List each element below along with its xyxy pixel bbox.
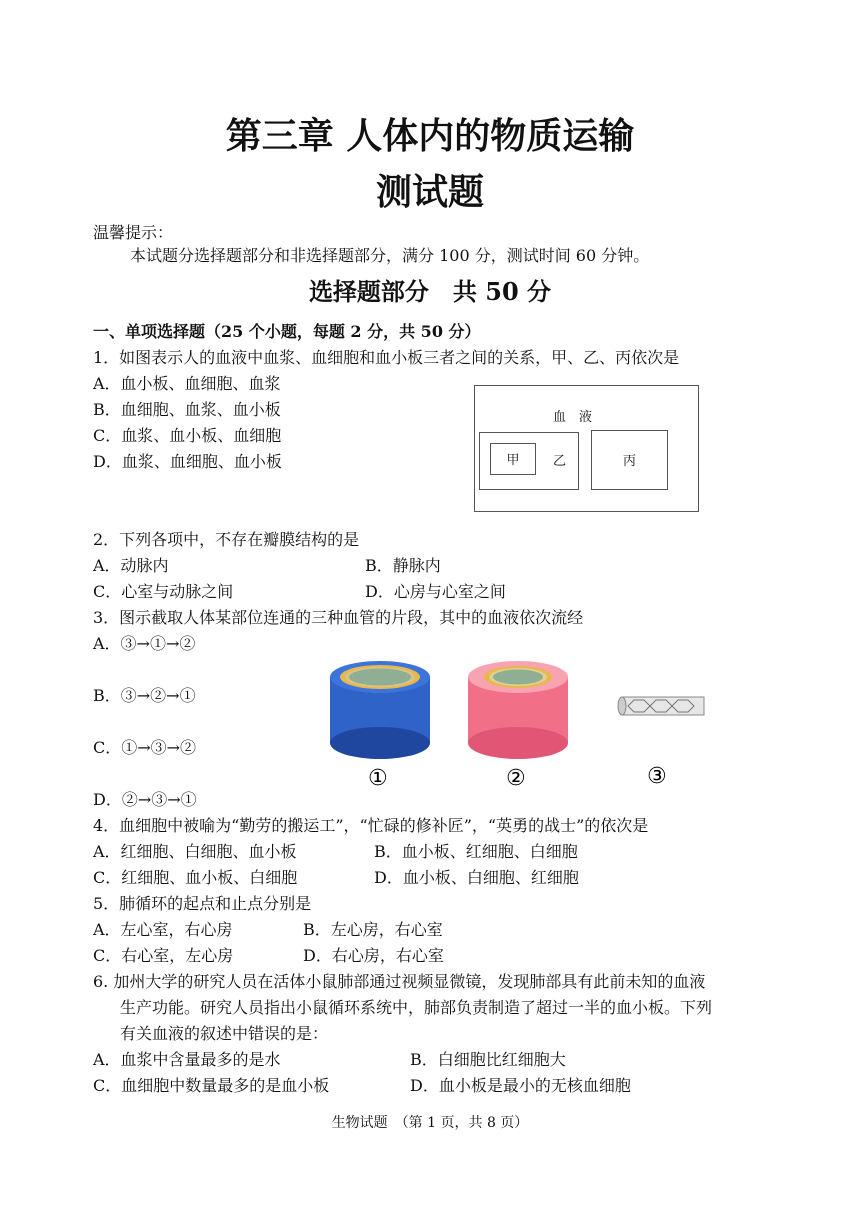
- q3-option-d: D．②→③→①: [93, 790, 197, 809]
- q2-option-a: A．动脉内: [93, 556, 169, 575]
- q5-option-c: C．右心室，左心房: [93, 946, 234, 965]
- page-subtitle: 测试题: [375, 171, 484, 213]
- q1-option-a: A．血小板、血细胞、血浆: [93, 374, 281, 393]
- page-footer: 生物试题 （第 1 页，共 8 页）: [331, 1115, 529, 1131]
- page-title: 第三章 人体内的物质运输: [225, 115, 635, 157]
- q2-option-c: C．心室与动脉之间: [93, 582, 234, 601]
- vessel-label-3: ③: [647, 764, 667, 789]
- notice-text: 本试题分选择题部分和非选择题部分，满分 100 分，测试时间 60 分钟。: [130, 246, 650, 265]
- blood-diagram: [474, 385, 699, 512]
- blood-cells-box: [479, 432, 579, 490]
- bing-label: 丙: [622, 454, 636, 469]
- q2-stem: 2．下列各项中，不存在瓣膜结构的是: [93, 530, 360, 549]
- vessel-label-1: ①: [368, 766, 388, 791]
- q2-option-b: B．静脉内: [365, 556, 441, 575]
- q3-option-c: C．①→③→②: [93, 738, 197, 757]
- artery-icon: [468, 661, 568, 759]
- q3-option-a: A．③→①→②: [93, 634, 196, 653]
- vein-icon: [330, 661, 430, 759]
- q6-option-a: A．血浆中含量最多的是水: [93, 1050, 281, 1069]
- q6-stem-line1: 6. 加州大学的研究人员在活体小鼠肺部通过视频显微镜，发现肺部具有此前未知的血液: [93, 972, 706, 991]
- q5-option-b: B．左心房，右心室: [303, 920, 443, 939]
- q5-option-a: A．左心室，右心房: [93, 920, 233, 939]
- part1-header: 一、单项选择题（25 个小题，每题 2 分，共 50 分）: [93, 322, 481, 341]
- q4-stem: 4．血细胞中被喻为“勤劳的搬运工”，“忙碌的修补匠”，“英勇的战士”的依次是: [93, 816, 649, 835]
- blood-label: 血 液: [553, 410, 593, 425]
- notice-label: 温馨提示：: [93, 223, 174, 242]
- q6-stem-line2: 生产功能。研究人员指出小鼠循环系统中，肺部负责制造了超过一半的血小板。下列: [120, 998, 713, 1017]
- q3-option-b: B．③→②→①: [93, 686, 196, 705]
- q5-stem: 5．肺循环的起点和止点分别是: [93, 894, 312, 913]
- jia-box: [490, 443, 536, 475]
- q1-option-d: D．血浆、血细胞、血小板: [93, 452, 282, 471]
- capillary-icon: [618, 697, 704, 715]
- q4-option-d: D．血小板、白细胞、红细胞: [374, 868, 579, 887]
- q1-option-c: C．血浆、血小板、血细胞: [93, 426, 282, 445]
- q3-stem: 3．图示截取人体某部位连通的三种血管的片段，其中的血液依次流经: [93, 608, 584, 627]
- section-title: 选择题部分 共 50 分: [308, 277, 552, 306]
- q1-stem: 1．如图表示人的血液中血浆、血细胞和血小板三者之间的关系，甲、乙、丙依次是: [93, 348, 680, 367]
- yi-label: 乙: [553, 454, 567, 469]
- q4-option-a: A．红细胞、白细胞、血小板: [93, 842, 297, 861]
- q6-option-c: C．血细胞中数量最多的是血小板: [93, 1076, 330, 1095]
- q6-option-d: D．血小板是最小的无核血细胞: [410, 1076, 631, 1095]
- q1-option-b: B．血细胞、血浆、血小板: [93, 400, 281, 419]
- q4-option-b: B．血小板、红细胞、白细胞: [374, 842, 578, 861]
- q4-option-c: C．红细胞、血小板、白细胞: [93, 868, 298, 887]
- q5-option-d: D．右心房，右心室: [303, 946, 444, 965]
- jia-label: 甲: [506, 453, 520, 468]
- vessel-label-2: ②: [506, 766, 526, 791]
- bing-box: [591, 430, 668, 490]
- q6-option-b: B．白细胞比红细胞大: [410, 1050, 566, 1069]
- blood-vessels-figure: [320, 655, 720, 795]
- q2-option-d: D．心房与心室之间: [365, 582, 506, 601]
- q6-stem-line3: 有关血液的叙述中错误的是：: [120, 1024, 329, 1043]
